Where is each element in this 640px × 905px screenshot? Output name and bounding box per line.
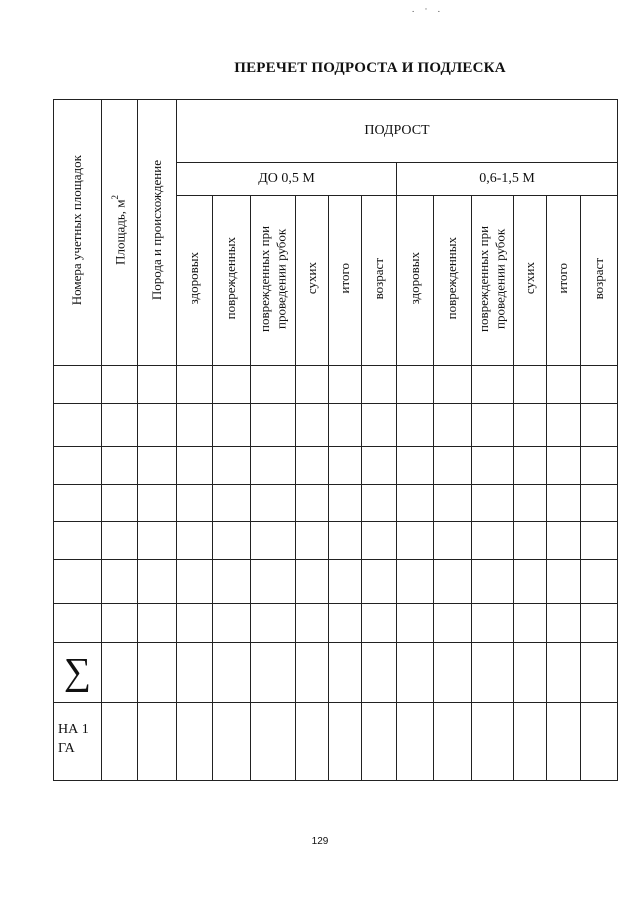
- table-cell[interactable]: [296, 522, 329, 560]
- table-cell[interactable]: [138, 522, 177, 560]
- table-cell[interactable]: [213, 403, 251, 446]
- per-hectare-label: НА 1 ГА: [54, 702, 102, 780]
- table-cell[interactable]: [138, 702, 177, 780]
- table-cell[interactable]: [329, 403, 362, 446]
- table-cell[interactable]: [434, 446, 472, 484]
- table-cell[interactable]: [581, 604, 618, 642]
- table-cell[interactable]: [213, 560, 251, 604]
- table-cell[interactable]: [397, 522, 434, 560]
- page-number: 129: [311, 836, 329, 847]
- table-cell[interactable]: [329, 365, 362, 403]
- table-cell[interactable]: [251, 365, 296, 403]
- table-cell[interactable]: [296, 702, 329, 780]
- table-cell[interactable]: [102, 522, 138, 560]
- table-cell[interactable]: [397, 485, 434, 522]
- header-to15-healthy: здоровых: [397, 196, 434, 365]
- table-cell[interactable]: [397, 446, 434, 484]
- table-cell[interactable]: [547, 365, 581, 403]
- table-cell[interactable]: [472, 403, 514, 446]
- table-cell[interactable]: [102, 604, 138, 642]
- table-cell[interactable]: [581, 365, 618, 403]
- table-cell[interactable]: [581, 485, 618, 522]
- table-cell[interactable]: [472, 365, 514, 403]
- table-cell[interactable]: [514, 604, 547, 642]
- table-cell[interactable]: [472, 604, 514, 642]
- table-cell[interactable]: [177, 365, 213, 403]
- table-cell[interactable]: [213, 446, 251, 484]
- table-cell[interactable]: [434, 522, 472, 560]
- table-cell[interactable]: [547, 560, 581, 604]
- table-cell[interactable]: [177, 604, 213, 642]
- header-to15-damaged: поврежденных: [434, 196, 472, 365]
- table-cell[interactable]: [177, 403, 213, 446]
- table-cell[interactable]: [213, 642, 251, 702]
- table-cell[interactable]: [581, 522, 618, 560]
- table-cell[interactable]: [138, 604, 177, 642]
- header-area: Площадь, $м^2$: [102, 100, 138, 366]
- table-cell[interactable]: [251, 403, 296, 446]
- table-cell[interactable]: [362, 485, 397, 522]
- header-up-to-0-5m: ДО 0,5 М: [177, 163, 397, 196]
- table-cell[interactable]: [472, 485, 514, 522]
- table-cell[interactable]: [581, 560, 618, 604]
- table-cell[interactable]: [296, 446, 329, 484]
- table-cell[interactable]: [397, 604, 434, 642]
- scan-marks: . · .: [412, 4, 444, 14]
- header-to15-dry: сухих: [514, 196, 547, 365]
- table-cell[interactable]: [514, 485, 547, 522]
- table-cell[interactable]: [547, 642, 581, 702]
- table-cell[interactable]: [102, 560, 138, 604]
- table-cell[interactable]: [472, 522, 514, 560]
- table-cell[interactable]: [177, 642, 213, 702]
- table-cell[interactable]: [581, 702, 618, 780]
- table-cell[interactable]: [514, 446, 547, 484]
- table-cell[interactable]: [213, 485, 251, 522]
- header-to05-age: возраст: [362, 196, 397, 365]
- table-cell[interactable]: [514, 522, 547, 560]
- table-cell[interactable]: [547, 604, 581, 642]
- table-cell[interactable]: [296, 403, 329, 446]
- table-cell[interactable]: [434, 560, 472, 604]
- table-cell[interactable]: [472, 702, 514, 780]
- header-species: Порода и происхождение: [138, 100, 177, 366]
- header-to05-total: итого: [329, 196, 362, 365]
- header-to15-total: итого: [547, 196, 581, 365]
- table-cell[interactable]: [362, 522, 397, 560]
- header-undergrowth: ПОДРОСТ: [177, 100, 618, 163]
- table-cell[interactable]: [434, 642, 472, 702]
- tally-table: [53, 99, 618, 781]
- table-cell[interactable]: [54, 522, 102, 560]
- table-cell[interactable]: [434, 604, 472, 642]
- table-cell[interactable]: [434, 702, 472, 780]
- table-cell[interactable]: [251, 446, 296, 484]
- table-cell[interactable]: [329, 522, 362, 560]
- table-cell[interactable]: [362, 365, 397, 403]
- table-cell[interactable]: [547, 485, 581, 522]
- table-cell[interactable]: [434, 365, 472, 403]
- table-cell[interactable]: [547, 702, 581, 780]
- table-cell[interactable]: [547, 522, 581, 560]
- table-cell[interactable]: [581, 642, 618, 702]
- table-cell[interactable]: [514, 365, 547, 403]
- table-cell[interactable]: [397, 560, 434, 604]
- header-to15-damaged-logging: поврежденных при проведении рубок: [472, 196, 514, 365]
- table-cell[interactable]: [54, 604, 102, 642]
- table-cell[interactable]: [329, 560, 362, 604]
- table-cell[interactable]: [138, 485, 177, 522]
- table-cell[interactable]: [581, 446, 618, 484]
- table-cell[interactable]: [177, 702, 213, 780]
- table-cell[interactable]: [251, 522, 296, 560]
- table-cell[interactable]: [296, 604, 329, 642]
- table-cell[interactable]: [329, 702, 362, 780]
- table-cell[interactable]: [362, 604, 397, 642]
- table-cell[interactable]: [102, 403, 138, 446]
- table-cell[interactable]: [54, 446, 102, 484]
- table-cell[interactable]: [362, 403, 397, 446]
- table-cell[interactable]: [362, 446, 397, 484]
- table-cell[interactable]: [296, 642, 329, 702]
- table-cell[interactable]: [514, 642, 547, 702]
- table-cell[interactable]: [472, 446, 514, 484]
- table-cell[interactable]: [296, 365, 329, 403]
- table-cell[interactable]: [329, 485, 362, 522]
- table-cell[interactable]: [514, 702, 547, 780]
- header-area-number: Номера учетных площадок: [54, 100, 102, 366]
- table-cell[interactable]: [54, 485, 102, 522]
- table-cell[interactable]: [102, 365, 138, 403]
- table-cell[interactable]: [581, 403, 618, 446]
- table-cell[interactable]: [514, 403, 547, 446]
- header-to15-age: возраст: [581, 196, 618, 365]
- table-cell[interactable]: [362, 560, 397, 604]
- table-cell[interactable]: [251, 560, 296, 604]
- table-cell[interactable]: [329, 642, 362, 702]
- table-cell[interactable]: [434, 485, 472, 522]
- table-cell[interactable]: [434, 403, 472, 446]
- table-cell[interactable]: [177, 522, 213, 560]
- table-cell[interactable]: [213, 604, 251, 642]
- table-cell[interactable]: [514, 560, 547, 604]
- sum-symbol: ∑: [54, 642, 102, 702]
- table-cell[interactable]: [213, 702, 251, 780]
- table-cell[interactable]: [213, 365, 251, 403]
- table-cell[interactable]: [251, 604, 296, 642]
- table-cell[interactable]: [547, 446, 581, 484]
- table-cell[interactable]: [54, 403, 102, 446]
- table-cell[interactable]: [251, 485, 296, 522]
- table-cell[interactable]: [251, 702, 296, 780]
- table-cell[interactable]: [54, 365, 102, 403]
- table-cell[interactable]: [362, 702, 397, 780]
- table-cell[interactable]: [251, 642, 296, 702]
- table-cell[interactable]: [362, 642, 397, 702]
- table-cell[interactable]: [547, 403, 581, 446]
- table-cell[interactable]: [102, 485, 138, 522]
- table-cell[interactable]: [138, 560, 177, 604]
- header-0-6-1-5m: 0,6-1,5 М: [397, 163, 618, 196]
- table-cell[interactable]: [296, 560, 329, 604]
- table-cell[interactable]: [296, 485, 329, 522]
- table-cell[interactable]: [329, 604, 362, 642]
- table-cell[interactable]: [102, 446, 138, 484]
- header-to05-healthy: здоровых: [177, 196, 213, 365]
- table-cell[interactable]: [329, 446, 362, 484]
- table-cell[interactable]: [397, 702, 434, 780]
- header-to05-damaged-logging: поврежденных при проведении рубок: [251, 196, 296, 365]
- table-cell[interactable]: [397, 365, 434, 403]
- page-title: ПЕРЕЧЕТ ПОДРОСТА И ПОДЛЕСКА: [234, 60, 506, 76]
- table-cell[interactable]: [177, 485, 213, 522]
- header-to05-damaged: поврежденных: [213, 196, 251, 365]
- table-cell[interactable]: [138, 403, 177, 446]
- table-cell[interactable]: [138, 365, 177, 403]
- table-cell[interactable]: [177, 560, 213, 604]
- table-cell[interactable]: [138, 642, 177, 702]
- table-cell[interactable]: [54, 560, 102, 604]
- table-cell[interactable]: [138, 446, 177, 484]
- table-cell[interactable]: [213, 522, 251, 560]
- table-cell[interactable]: [472, 560, 514, 604]
- table-cell[interactable]: [102, 642, 138, 702]
- table-cell[interactable]: [177, 446, 213, 484]
- table-cell[interactable]: [397, 403, 434, 446]
- header-to05-dry: сухих: [296, 196, 329, 365]
- table-cell[interactable]: [397, 642, 434, 702]
- table-cell[interactable]: [102, 702, 138, 780]
- table-cell[interactable]: [472, 642, 514, 702]
